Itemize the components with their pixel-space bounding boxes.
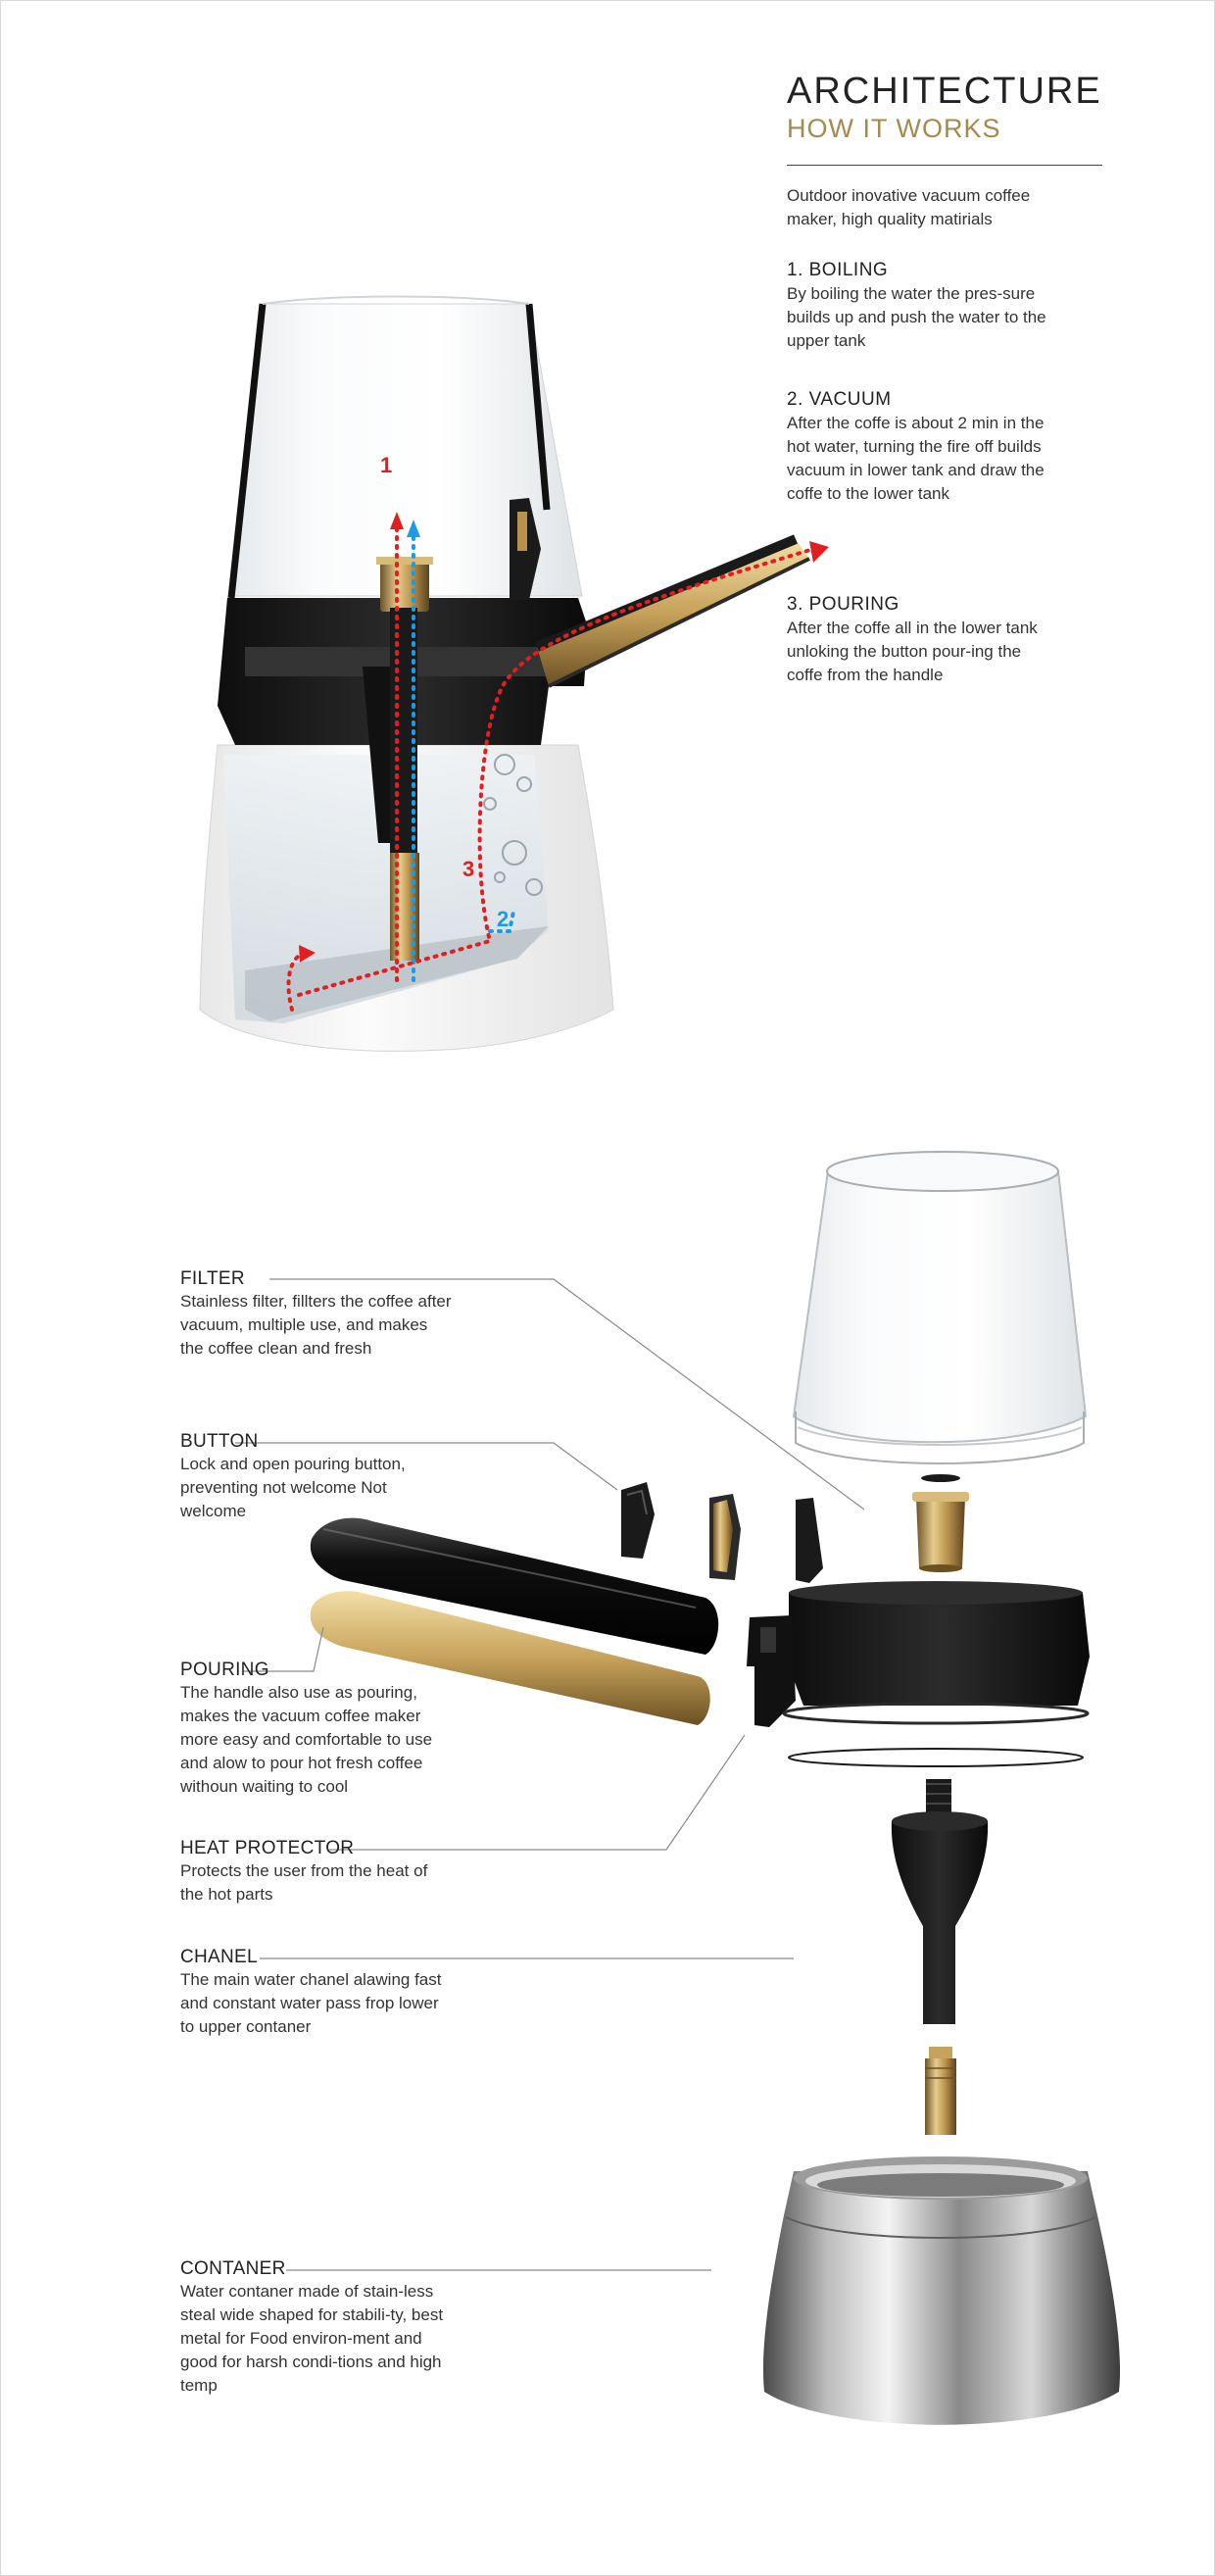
component-text: Water contaner made of stain-less steal wide shaped for stabili-ty, best metal for Food environ-ment and good for harsh condi-tions and high temp (180, 2282, 444, 2395)
component-pouring (180, 1660, 455, 1799)
intro-text: Outdoor inovative vacuum coffee maker, high quality matirials (787, 186, 1031, 228)
exploded-gold-nut (912, 1492, 969, 1572)
glass-top-edge (263, 297, 529, 305)
marker-1: 1 (380, 453, 393, 477)
step-title: 3. POURING (787, 594, 899, 615)
title-divider (787, 165, 1102, 166)
step-title: 2. VACUUM (787, 389, 892, 410)
component-text: The handle also use as pouring, makes the vacuum coffee maker more easy and comfortable to use and alow to pour hot fresh coffee withoun waiting to cool (180, 1683, 433, 1796)
button-black (621, 1482, 655, 1559)
component-button (180, 1431, 455, 1523)
component-text: Protects the user from the heat of the hot parts (180, 1861, 428, 1904)
step-pouring (787, 593, 1051, 687)
page-title: ARCHITECTURE (787, 71, 1102, 112)
marker-2: 2 (497, 907, 510, 931)
gasket-ring (789, 1749, 1083, 1766)
exploded-glass (794, 1152, 1086, 1463)
exploded-chanel (892, 1779, 988, 2024)
step-text: After the coffe all in the lower tank unloking the button pour-ing the coffe from the handle (787, 619, 1038, 684)
exploded-container (763, 2156, 1120, 2425)
component-contaner (180, 2258, 455, 2398)
component-text: The main water chanel alawing fast and constant water pass frop lower to upper contaner (180, 1970, 442, 2036)
component-title: HEAT PROTECTOR (180, 1838, 355, 1858)
exploded-gold-fitting (925, 2047, 956, 2135)
step-text: By boiling the water the pres-sure builds up and push the water to the upper tank (787, 284, 1046, 350)
component-title: FILTER (180, 1268, 245, 1289)
component-title: CONTANER (180, 2258, 286, 2279)
step-boiling (787, 259, 1051, 353)
component-chanel (180, 1947, 455, 2039)
component-heat-protector (180, 1838, 455, 1907)
component-title: BUTTON (180, 1431, 259, 1452)
component-title: CHANEL (180, 1947, 258, 1967)
component-title: POURING (180, 1660, 269, 1680)
page-subtitle: HOW IT WORKS (787, 114, 1001, 143)
step-title: 1. BOILING (787, 260, 889, 280)
cutaway-assembly (200, 297, 829, 1052)
marker-3: 3 (462, 857, 475, 881)
component-text: Lock and open pouring button, preventing not welcome Not welcome (180, 1455, 406, 1520)
gold-nut-top (380, 561, 429, 612)
component-text: Stainless filter, fillters the coffee after vacuum, multiple use, and makes the coffee clean and fresh (180, 1292, 452, 1358)
component-filter (180, 1268, 455, 1361)
button-gold (709, 1494, 741, 1580)
step-text: After the coffe is about 2 min in the hot water, turning the fire off builds vacuum in lower tank and draw the coffe to the lower tank (787, 414, 1045, 503)
filter-ring (921, 1474, 960, 1482)
step-vacuum (787, 388, 1051, 506)
